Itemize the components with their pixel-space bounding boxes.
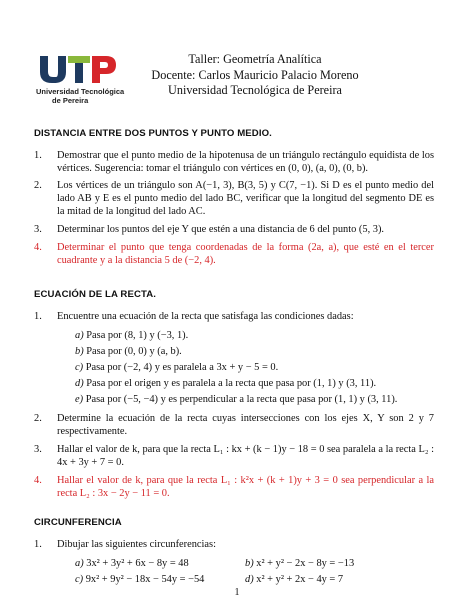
item-text: Hallar el valor de k, para que la recta L₁ : kx + (k − 1)y − 18 = 0 sea paralela a la recta L₂ : 4x + 3y + 7 = 0. (57, 444, 434, 468)
sub-text: x² + y² + 2x − 4y = 7 (256, 574, 344, 585)
header-university: Universidad Tecnológica de Pereira (168, 83, 342, 97)
sub-item (75, 377, 376, 390)
sub-item (75, 361, 278, 374)
item-number: 1. (34, 539, 42, 550)
sub-item (75, 573, 204, 586)
item-number: 2. (34, 180, 42, 191)
item-text: Dibujar las siguientes circunferencias: (57, 539, 216, 550)
sub-item (75, 393, 397, 406)
header-title: Taller: Geometría Analítica (188, 52, 322, 66)
sub-text: x² + y² − 2x − 8y = −13 (256, 558, 355, 569)
sub-label: d) (245, 574, 254, 585)
sub-item (75, 557, 189, 570)
item-number: 1. (34, 150, 42, 161)
sub-text: Pasa por el origen y es paralela a la recta que pasa por (1, 1) y (3, 11). (86, 378, 377, 389)
sub-text: 9x² + 9y² − 18x − 54y = −54 (85, 574, 205, 585)
item-number: 2. (34, 413, 42, 424)
sub-text: Pasa por (0, 0) y (a, b). (86, 346, 182, 357)
document-header (145, 52, 365, 99)
sub-item (75, 345, 182, 358)
item-text: Encuentre una ecuación de la recta que satisfaga las condiciones dadas: (57, 311, 354, 322)
logo-caption-line1: Universidad Tecnológica (36, 87, 125, 96)
item-text: Hallar el valor de k, para que la recta L₁ : k²x + (k + 1)y + 3 = 0 sea perpendicular a la recta L₂ : 3x − 2y − 11 = 0. (57, 475, 434, 499)
section-title-circunferencia: CIRCUNFERENCIA (34, 517, 122, 528)
sub-label: c) (75, 574, 84, 585)
item-number: 3. (34, 224, 42, 235)
sub-label: d) (75, 378, 84, 389)
sub-label: a) (75, 558, 84, 569)
university-logo (22, 54, 132, 112)
item-number: 1. (34, 311, 42, 322)
item-text: Demostrar que el punto medio de la hipotenusa de un triángulo rectángulo equidista de los vértices. Sugerencia: tomar el triángulo con vértices en (0, 0), (a, 0), (0, b). (57, 150, 434, 174)
header-teacher: Docente: Carlos Mauricio Palacio Moreno (151, 67, 359, 82)
logo-caption-line2: de Pereira (52, 95, 89, 105)
sub-label: e) (75, 394, 84, 405)
sub-item (245, 573, 343, 586)
logo-caption (36, 88, 124, 105)
section-title-distancia: DISTANCIA ENTRE DOS PUNTOS Y PUNTO MEDIO. (34, 128, 272, 139)
sub-label: a) (75, 330, 84, 341)
sub-text: 3x² + 3y² + 6x − 8y = 48 (86, 558, 189, 569)
item-text: Determinar los puntos del eje Y que estén a una distancia de 6 del punto (5, 3). (57, 224, 385, 235)
utp-logo-icon (22, 54, 132, 84)
sub-item (75, 329, 188, 342)
item-text: Determinar el punto que tenga coordenadas de la forma (2a, a), que esté en el tercer cuadrante y a la distancia 5 de (−2, 4). (57, 242, 434, 266)
item-text: Determine la ecuación de la recta cuyas intersecciones con los ejes X, Y son 2 y 7 respectivamente. (57, 413, 434, 437)
sub-label: b) (75, 346, 84, 357)
item-text: Los vértices de un triángulo son A(−1, 3), B(3, 5) y C(7, −1). Si D es el punto medio del lado AB y E es el punto medio del lado BC, verificar que la longitud del segmento DE es la mitad de la longitud del lado AC. (57, 180, 434, 217)
item-number: 4. (34, 475, 42, 486)
sub-item (245, 557, 354, 570)
sub-label: b) (245, 558, 254, 569)
item-number: 4. (34, 242, 42, 253)
sub-text: Pasa por (−2, 4) y es paralela a 3x + y − 5 = 0. (85, 362, 279, 373)
section-title-recta: ECUACIÓN DE LA RECTA. (34, 289, 157, 300)
sub-text: Pasa por (8, 1) y (−3, 1). (86, 330, 189, 341)
sub-label: c) (75, 362, 84, 373)
sub-text: Pasa por (−5, −4) y es perpendicular a la recta que pasa por (1, 1) y (3, 11). (85, 394, 398, 405)
page-number: 1 (234, 587, 240, 598)
item-number: 3. (34, 444, 42, 455)
